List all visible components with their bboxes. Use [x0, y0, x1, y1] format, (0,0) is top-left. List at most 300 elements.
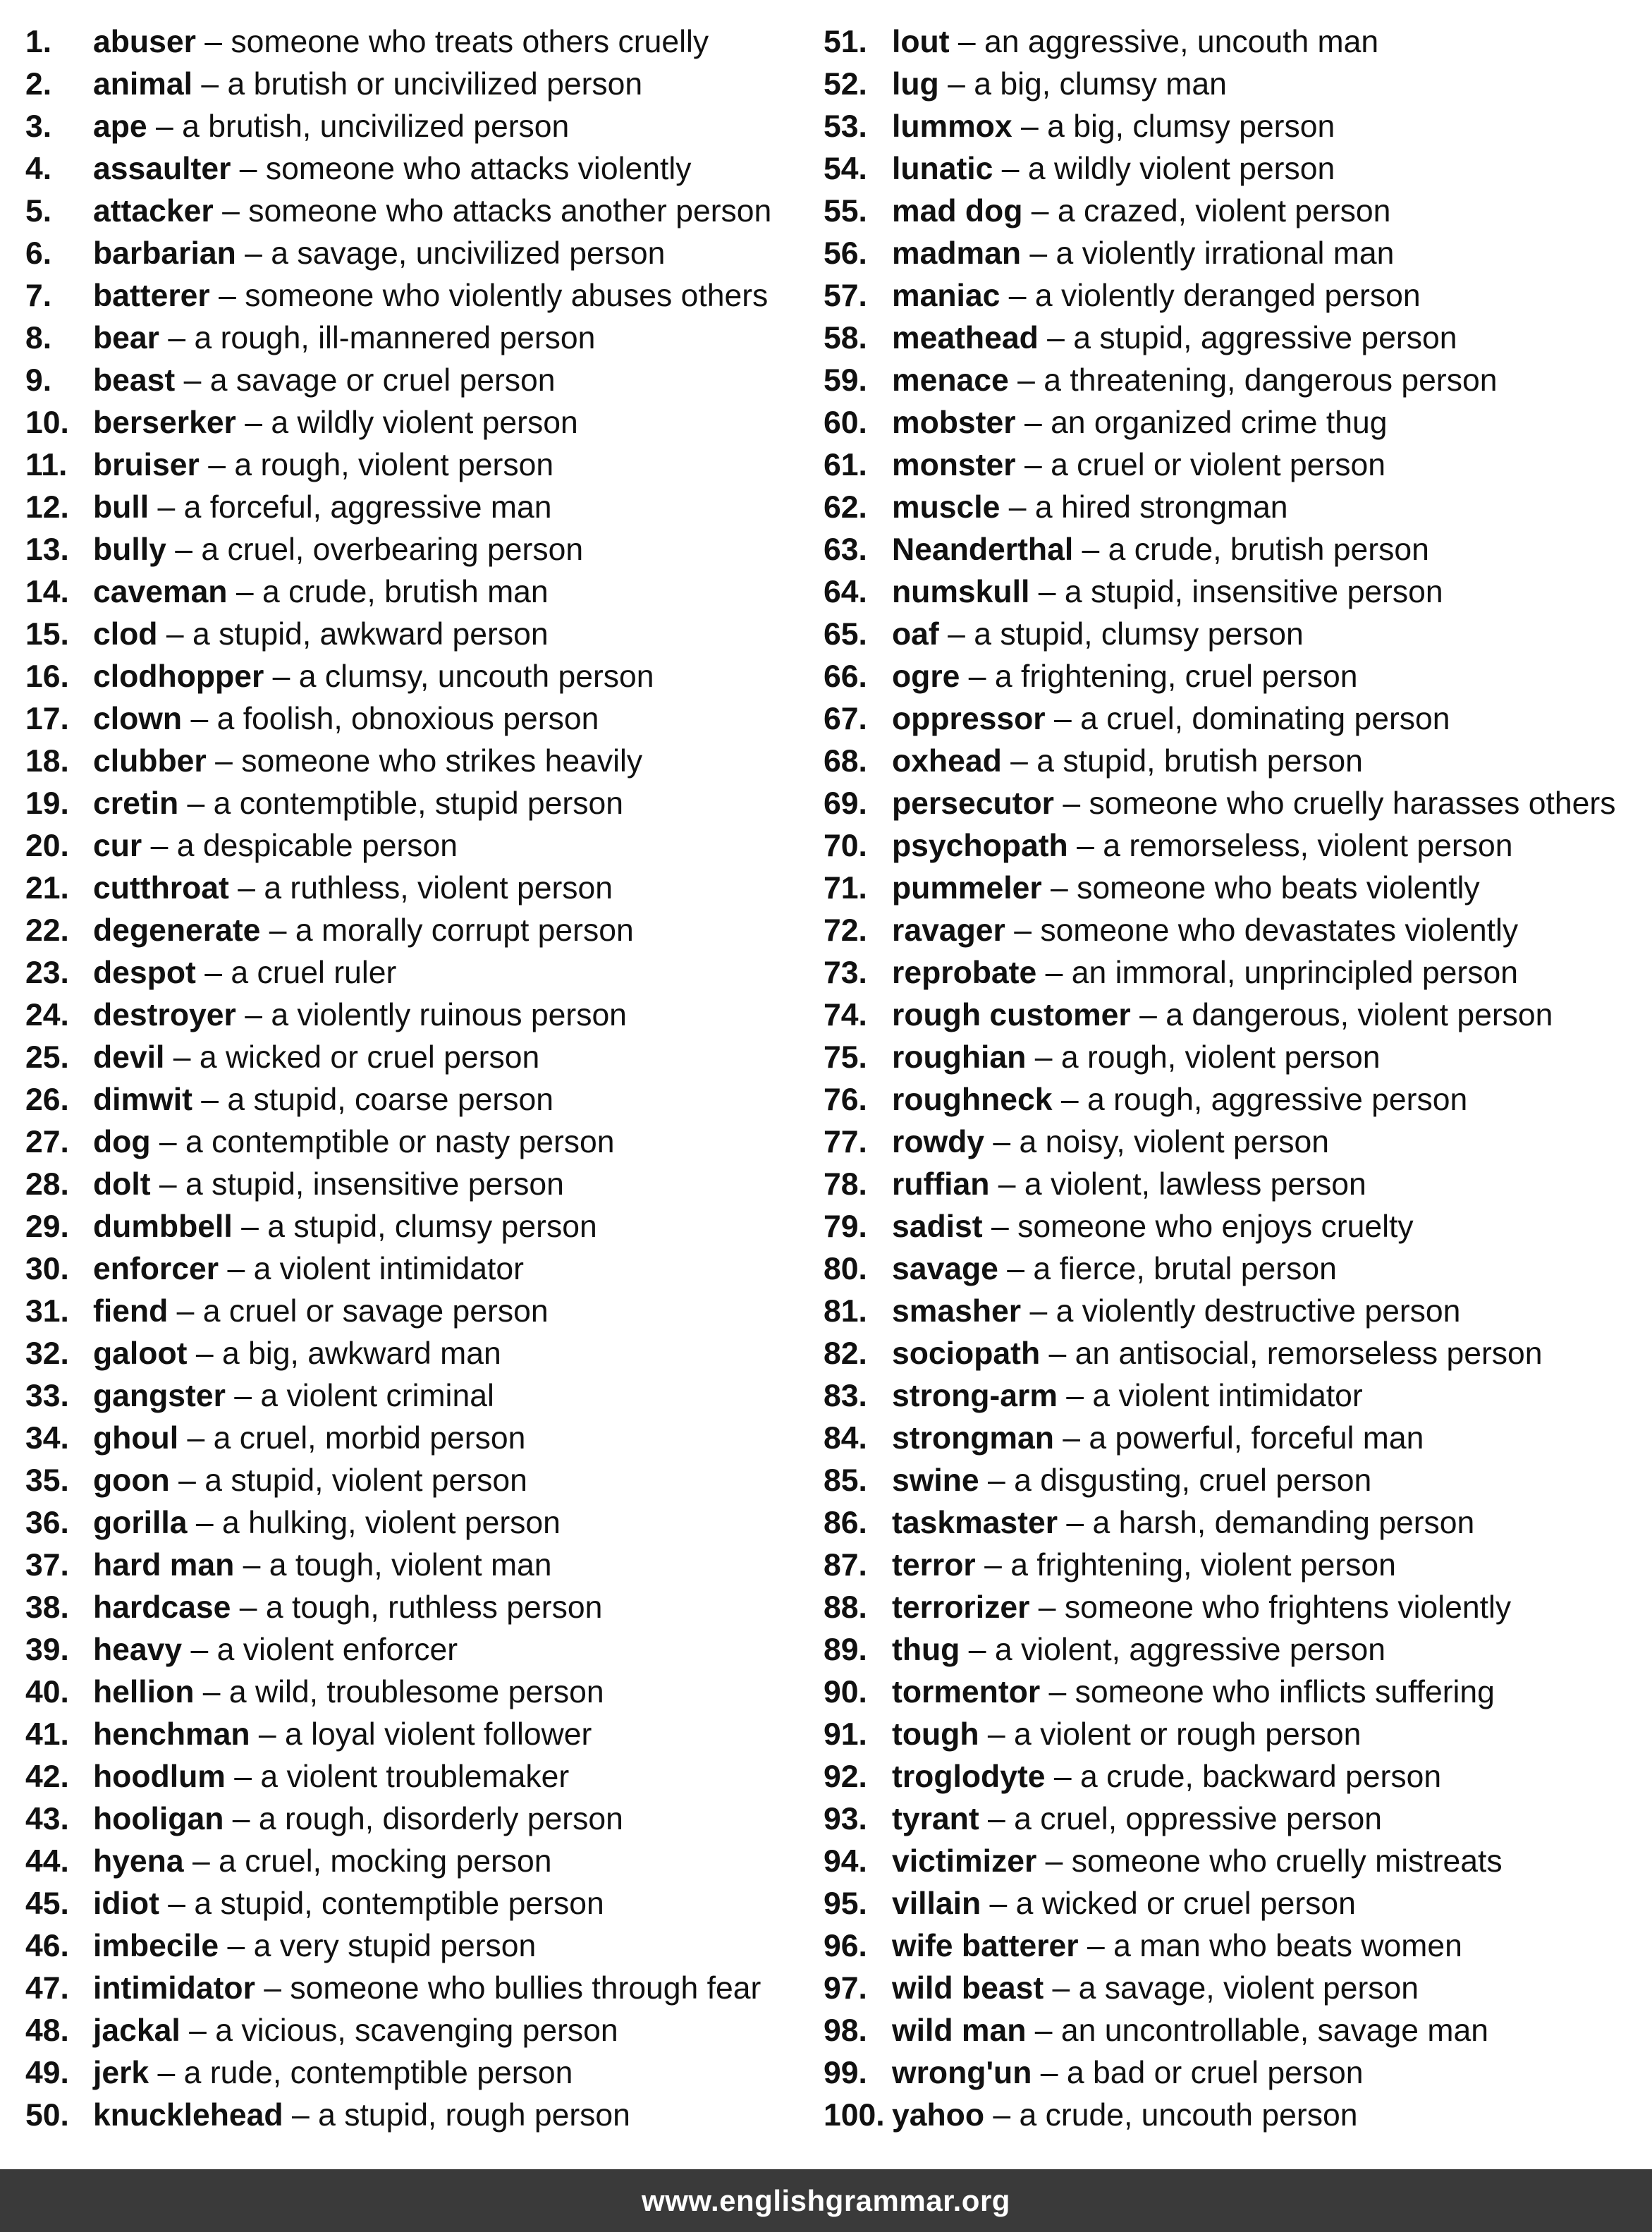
list-item	[824, 402, 1648, 444]
list-item	[824, 1756, 1648, 1798]
item-separator: –	[1054, 786, 1089, 821]
item-separator: –	[187, 1506, 223, 1540]
item-definition: a ruthless, violent person	[264, 871, 613, 905]
list-item	[25, 1248, 822, 1291]
item-term: heavy	[93, 1633, 183, 1667]
item-definition: a frightening, cruel person	[994, 659, 1358, 694]
item-separator: –	[219, 1252, 254, 1286]
item-definition: someone who bullies through fear	[290, 1971, 761, 2006]
item-term: gangster	[93, 1379, 226, 1413]
list-item	[25, 1925, 822, 1968]
item-separator: –	[159, 1886, 195, 1921]
item-number: 70.	[824, 829, 867, 863]
list-item	[824, 2010, 1648, 2052]
item-term: berserker	[93, 405, 236, 440]
item-term: Neanderthal	[892, 532, 1074, 567]
list-item	[824, 1037, 1648, 1079]
footer-url: www.englishgrammar.org	[642, 2184, 1010, 2217]
list-item	[25, 487, 822, 529]
item-definition: a frightening, violent person	[1010, 1548, 1396, 1582]
item-number: 6.	[25, 236, 52, 271]
item-definition: a tough, ruthless person	[265, 1590, 603, 1625]
item-definition: a bad or cruel person	[1066, 2056, 1364, 2090]
list-item	[25, 1502, 822, 1544]
item-number: 57.	[824, 279, 867, 313]
item-definition: someone who devastates violently	[1040, 913, 1519, 948]
list-item	[25, 21, 822, 63]
item-number: 84.	[824, 1421, 867, 1456]
item-definition: an organized crime thug	[1051, 405, 1388, 440]
item-separator: –	[1021, 1294, 1056, 1329]
item-number: 61.	[824, 448, 867, 482]
list-item	[25, 444, 822, 487]
item-term: clown	[93, 702, 183, 736]
item-number: 95.	[824, 1886, 867, 1921]
list-item	[824, 740, 1648, 783]
list-item	[824, 190, 1648, 233]
item-term: mobster	[892, 405, 1016, 440]
item-number: 76.	[824, 1083, 867, 1117]
item-text	[93, 1121, 615, 1164]
item-separator: –	[1005, 913, 1041, 948]
item-separator: –	[178, 1421, 214, 1456]
item-definition: a remorseless, violent person	[1103, 829, 1513, 863]
item-separator: –	[225, 1760, 261, 1794]
list-item	[824, 233, 1648, 275]
item-separator: –	[224, 1802, 259, 1836]
item-number: 52.	[824, 67, 867, 102]
item-number: 60.	[824, 405, 867, 440]
item-term: lug	[892, 67, 939, 102]
item-definition: a violent troublemaker	[260, 1760, 570, 1794]
item-term: wild man	[892, 2013, 1027, 2048]
item-term: troglodyte	[892, 1760, 1046, 1794]
list-item	[824, 1925, 1648, 1968]
item-definition: a stupid, insensitive person	[185, 1167, 564, 1202]
item-term: ogre	[892, 659, 960, 694]
item-text	[93, 614, 549, 656]
item-term: meathead	[892, 321, 1039, 355]
item-definition: a crude, brutish person	[1108, 532, 1429, 567]
item-separator: –	[182, 702, 217, 736]
item-term: abuser	[93, 25, 196, 59]
item-definition: a hulking, violent person	[222, 1506, 561, 1540]
item-term: pummeler	[892, 871, 1042, 905]
item-separator: –	[219, 1929, 254, 1963]
item-term: ghoul	[93, 1421, 179, 1456]
list-item	[824, 21, 1648, 63]
item-text	[892, 529, 1429, 571]
item-term: clod	[93, 617, 158, 652]
item-separator: –	[234, 1548, 269, 1582]
list-item	[25, 825, 822, 867]
item-text	[93, 656, 654, 698]
item-text	[892, 1460, 1371, 1502]
item-number: 45.	[25, 1886, 69, 1921]
list-item	[824, 1333, 1648, 1375]
list-item	[25, 1841, 822, 1883]
item-text	[892, 148, 1335, 190]
item-text	[93, 952, 396, 994]
item-definition: a tough, violent man	[269, 1548, 552, 1582]
item-separator: –	[166, 532, 202, 567]
item-definition: an uncontrollable, savage man	[1060, 2013, 1488, 2048]
list-item	[824, 1798, 1648, 1841]
item-definition: someone who enjoys cruelty	[1017, 1209, 1414, 1244]
item-definition: a cruel, mocking person	[219, 1844, 552, 1879]
item-number: 40.	[25, 1675, 69, 1709]
item-term: dolt	[93, 1167, 151, 1202]
item-number: 1.	[25, 25, 52, 59]
item-text	[93, 994, 627, 1037]
item-definition: a violent intimidator	[253, 1252, 524, 1286]
item-number: 47.	[25, 1971, 69, 2006]
item-separator: –	[195, 25, 231, 59]
item-text	[93, 1291, 549, 1333]
item-separator: –	[182, 1633, 217, 1667]
item-separator: –	[949, 25, 985, 59]
item-number: 77.	[824, 1125, 867, 1159]
item-number: 48.	[25, 2013, 69, 2048]
item-term: clodhopper	[93, 659, 264, 694]
item-separator: –	[142, 829, 177, 863]
item-definition: someone who violently abuses others	[245, 279, 769, 313]
item-separator: –	[235, 236, 271, 271]
item-number: 58.	[824, 321, 867, 355]
item-separator: –	[231, 152, 266, 186]
item-term: caveman	[93, 575, 228, 609]
item-text	[892, 233, 1394, 275]
item-number: 20.	[25, 829, 69, 863]
word-list	[0, 21, 1652, 2133]
item-term: tough	[892, 1717, 979, 1752]
item-definition: a rough, disorderly person	[258, 1802, 623, 1836]
item-number: 55.	[824, 194, 867, 228]
item-term: hardcase	[93, 1590, 231, 1625]
item-separator: –	[159, 321, 195, 355]
item-text	[892, 1841, 1503, 1883]
item-term: dimwit	[93, 1083, 192, 1117]
item-separator: –	[192, 1083, 228, 1117]
item-number: 65.	[824, 617, 867, 652]
item-text	[93, 233, 665, 275]
item-definition: a disgusting, cruel person	[1014, 1463, 1372, 1498]
item-number: 88.	[824, 1590, 867, 1625]
item-separator: –	[169, 1463, 205, 1498]
item-definition: a big, awkward man	[221, 1336, 501, 1371]
list-item	[824, 148, 1648, 190]
item-text	[892, 1587, 1511, 1629]
item-number: 19.	[25, 786, 69, 821]
item-number: 54.	[824, 152, 867, 186]
list-item	[25, 1756, 822, 1798]
item-number: 2.	[25, 67, 52, 102]
item-definition: a savage, uncivilized person	[271, 236, 666, 271]
item-text	[892, 1883, 1356, 1925]
item-definition: someone who attacks another person	[248, 194, 772, 228]
item-text	[892, 21, 1378, 63]
item-text	[892, 2010, 1488, 2052]
list-item	[25, 63, 822, 106]
list-item	[824, 1502, 1648, 1544]
item-definition: an aggressive, uncouth man	[984, 25, 1379, 59]
list-item	[25, 1714, 822, 1756]
list-item	[824, 1714, 1648, 1756]
item-definition: a cruel, dominating person	[1080, 702, 1450, 736]
list-item	[824, 571, 1648, 614]
item-text	[892, 867, 1480, 910]
item-separator: –	[194, 1675, 229, 1709]
item-term: ape	[93, 109, 147, 144]
list-item	[25, 994, 822, 1037]
item-separator: –	[260, 913, 295, 948]
item-definition: a threatening, dangerous person	[1044, 363, 1498, 398]
item-term: roughian	[892, 1040, 1027, 1075]
item-number: 5.	[25, 194, 52, 228]
item-definition: a stupid, rough person	[318, 2098, 630, 2133]
list-item	[25, 1333, 822, 1375]
item-number: 26.	[25, 1083, 69, 1117]
item-text	[93, 1206, 597, 1248]
item-text	[93, 360, 556, 402]
item-definition: a crazed, violent person	[1057, 194, 1391, 228]
item-definition: a wicked or cruel person	[199, 1040, 540, 1075]
item-term: terrorizer	[892, 1590, 1030, 1625]
list-item	[25, 2052, 822, 2094]
list-item	[824, 529, 1648, 571]
item-term: lout	[892, 25, 950, 59]
list-item	[824, 1121, 1648, 1164]
item-number: 93.	[824, 1802, 867, 1836]
item-separator: –	[1015, 405, 1051, 440]
item-text	[892, 1671, 1495, 1714]
item-number: 83.	[824, 1379, 867, 1413]
item-term: wild beast	[892, 1971, 1044, 2006]
list-item	[25, 910, 822, 952]
list-item	[25, 148, 822, 190]
item-number: 92.	[824, 1760, 867, 1794]
list-item	[824, 275, 1648, 317]
item-text	[892, 1629, 1385, 1671]
item-separator: –	[1015, 448, 1051, 482]
item-number: 100.	[824, 2098, 885, 2133]
item-number: 38.	[25, 1590, 69, 1625]
item-text	[93, 106, 569, 148]
item-definition: a loyal violent follower	[285, 1717, 592, 1752]
item-text	[93, 1671, 604, 1714]
item-text	[892, 1375, 1363, 1417]
item-definition: a rough, violent person	[234, 448, 554, 482]
item-definition: a brutish or uncivilized person	[227, 67, 643, 102]
item-term: jerk	[93, 2056, 149, 2090]
item-number: 7.	[25, 279, 52, 313]
list-item	[824, 825, 1648, 867]
list-item	[824, 1544, 1648, 1587]
item-definition: a rude, contemptible person	[183, 2056, 573, 2090]
item-definition: a harsh, demanding person	[1092, 1506, 1475, 1540]
item-text	[892, 63, 1227, 106]
item-definition: a contemptible or nasty person	[185, 1125, 615, 1159]
item-separator: –	[180, 2013, 216, 2048]
item-definition: someone who attacks violently	[265, 152, 692, 186]
list-item	[25, 529, 822, 571]
item-definition: a cruel or savage person	[202, 1294, 549, 1329]
item-definition: a big, clumsy man	[974, 67, 1227, 102]
item-term: ruffian	[892, 1167, 990, 1202]
item-separator: –	[209, 279, 245, 313]
item-text	[892, 1121, 1329, 1164]
item-term: destroyer	[93, 998, 236, 1032]
item-text	[892, 614, 1304, 656]
item-separator: –	[989, 1167, 1024, 1202]
item-number: 32.	[25, 1336, 69, 1371]
item-term: numskull	[892, 575, 1030, 609]
item-text	[93, 1841, 552, 1883]
item-separator: –	[1041, 871, 1077, 905]
item-definition: an antisocial, remorseless person	[1075, 1336, 1543, 1371]
item-separator: –	[1045, 702, 1081, 736]
item-term: clubber	[93, 744, 207, 779]
item-separator: –	[1026, 2013, 1061, 2048]
item-number: 71.	[824, 871, 867, 905]
item-number: 3.	[25, 109, 52, 144]
item-number: 13.	[25, 532, 69, 567]
item-separator: –	[150, 1167, 186, 1202]
item-separator: –	[1078, 1929, 1114, 1963]
item-number: 8.	[25, 321, 52, 355]
item-number: 39.	[25, 1633, 69, 1667]
item-number: 33.	[25, 1379, 69, 1413]
item-text	[892, 1714, 1361, 1756]
list-item	[824, 656, 1648, 698]
item-text	[93, 2010, 618, 2052]
item-term: cutthroat	[93, 871, 229, 905]
item-text	[93, 1798, 623, 1841]
item-separator: –	[1040, 1675, 1075, 1709]
item-definition: a crude, backward person	[1080, 1760, 1442, 1794]
item-number: 4.	[25, 152, 52, 186]
list-item	[25, 1079, 822, 1121]
item-text	[93, 1629, 458, 1671]
item-number: 44.	[25, 1844, 69, 1879]
item-term: monster	[892, 448, 1016, 482]
item-number: 67.	[824, 702, 867, 736]
item-text	[93, 1375, 494, 1417]
item-definition: someone who frightens violently	[1064, 1590, 1512, 1625]
item-term: tormentor	[892, 1675, 1041, 1709]
item-text	[892, 2094, 1357, 2137]
item-term: gorilla	[93, 1506, 188, 1540]
item-text	[892, 106, 1335, 148]
list-item	[25, 2094, 822, 2137]
list-item	[25, 317, 822, 360]
item-number: 15.	[25, 617, 69, 652]
list-item	[824, 360, 1648, 402]
word-list-column-left	[25, 21, 822, 2137]
item-separator: –	[1032, 2056, 1067, 2090]
item-definition: a wildly violent person	[1027, 152, 1335, 186]
item-text	[93, 1248, 524, 1291]
item-number: 94.	[824, 1844, 867, 1879]
item-term: yahoo	[892, 2098, 985, 2133]
list-item	[25, 402, 822, 444]
item-definition: a violently deranged person	[1034, 279, 1421, 313]
item-separator: –	[979, 1463, 1015, 1498]
item-text	[93, 867, 613, 910]
item-term: rough customer	[892, 998, 1131, 1032]
item-term: oxhead	[892, 744, 1002, 779]
item-definition: a rough, aggressive person	[1087, 1083, 1468, 1117]
item-separator: –	[206, 744, 242, 779]
item-separator: –	[1021, 236, 1056, 271]
item-text	[93, 1544, 552, 1587]
item-definition: an immoral, unprincipled person	[1071, 956, 1518, 990]
item-text	[93, 444, 553, 487]
item-text	[892, 360, 1498, 402]
item-number: 9.	[25, 363, 52, 398]
item-number: 53.	[824, 109, 867, 144]
item-definition: a cruel or violent person	[1051, 448, 1385, 482]
item-definition: a stupid, clumsy person	[267, 1209, 597, 1244]
item-definition: a stupid, violent person	[204, 1463, 527, 1498]
item-text	[892, 1037, 1381, 1079]
item-separator: –	[1052, 1083, 1087, 1117]
item-separator: –	[192, 67, 228, 102]
list-item	[824, 1375, 1648, 1417]
item-number: 46.	[25, 1929, 69, 1963]
item-text	[93, 487, 551, 529]
item-separator: –	[1022, 194, 1058, 228]
item-definition: a crude, uncouth person	[1019, 2098, 1358, 2133]
item-number: 27.	[25, 1125, 69, 1159]
item-term: barbarian	[93, 236, 236, 271]
item-number: 17.	[25, 702, 69, 736]
list-item	[824, 2094, 1648, 2137]
item-separator: –	[1026, 1040, 1061, 1075]
item-text	[892, 1291, 1460, 1333]
item-text	[892, 402, 1387, 444]
item-number: 68.	[824, 744, 867, 779]
item-term: madman	[892, 236, 1021, 271]
item-definition: a rough, ill-mannered person	[194, 321, 596, 355]
item-text	[892, 1164, 1366, 1206]
item-number: 75.	[824, 1040, 867, 1075]
item-definition: someone who inflicts suffering	[1075, 1675, 1495, 1709]
word-list-column-right	[824, 21, 1648, 2137]
item-number: 35.	[25, 1463, 69, 1498]
item-definition: a stupid, clumsy person	[974, 617, 1304, 652]
item-text	[93, 148, 691, 190]
list-item	[25, 1460, 822, 1502]
list-item	[25, 952, 822, 994]
item-term: ravager	[892, 913, 1005, 948]
list-item	[25, 656, 822, 698]
item-separator: –	[982, 1209, 1018, 1244]
list-item	[824, 487, 1648, 529]
item-number: 43.	[25, 1802, 69, 1836]
item-number: 28.	[25, 1167, 69, 1202]
item-term: wrong'un	[892, 2056, 1032, 2090]
list-item	[824, 1841, 1648, 1883]
list-item	[25, 1968, 822, 2010]
item-number: 22.	[25, 913, 69, 948]
item-term: attacker	[93, 194, 214, 228]
item-term: hooligan	[93, 1802, 224, 1836]
list-item	[824, 698, 1648, 740]
item-separator: –	[150, 1125, 186, 1159]
item-separator: –	[1029, 1590, 1065, 1625]
item-definition: a fierce, brutal person	[1033, 1252, 1337, 1286]
